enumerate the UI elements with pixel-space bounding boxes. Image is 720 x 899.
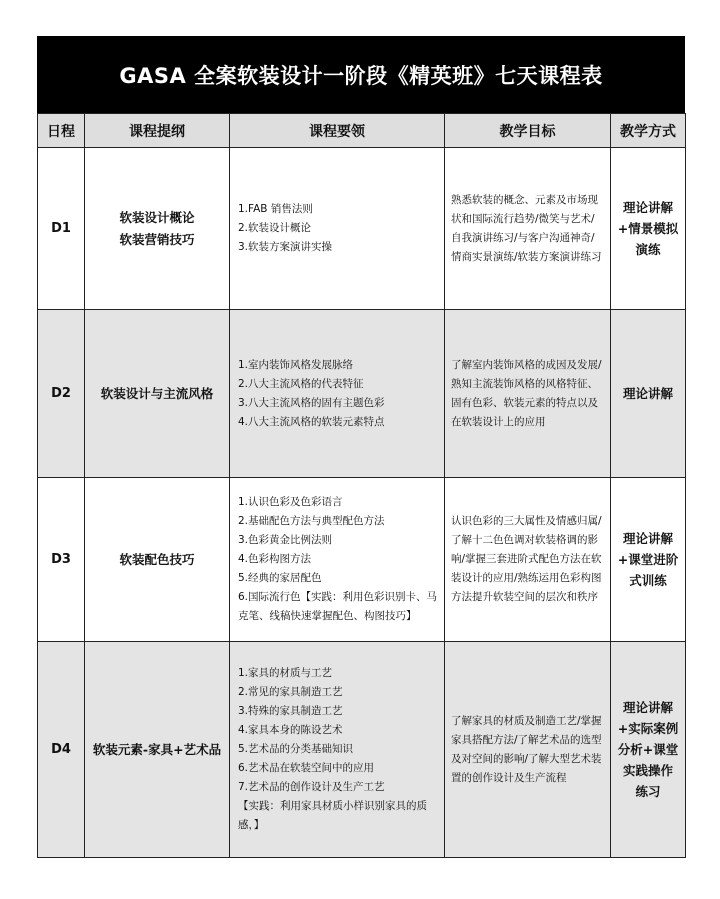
points-cell <box>230 310 445 478</box>
page-title: GASA 全案软装设计一阶段《精英班》七天课程表 <box>37 36 685 113</box>
point-item: 2.软装设计概论 <box>238 222 312 234</box>
method-cell: 理论讲解+实际案例分析+课堂实践操作练习 <box>611 642 686 858</box>
goals-cell: 熟悉软装的概念、元素及市场现状和国际流行趋势/微笑与艺术/自我演讲练习/与客户沟通神奇/情商实景演练/软装方案演讲练习 <box>445 148 611 310</box>
point-item: 1.FAB 销售法则 <box>238 203 313 215</box>
table-row <box>38 310 686 478</box>
point-item: 3.软装方案演讲实操 <box>238 241 333 253</box>
points-cell <box>230 478 445 642</box>
outline-line: 软装设计概论 <box>119 209 195 225</box>
outline-cell <box>85 148 230 310</box>
point-item: 4.八大主流风格的软装元素特点 <box>238 415 385 428</box>
point-item: 2.基础配色方法与典型配色方法 <box>238 515 385 527</box>
header-goals: 教学目标 <box>445 114 611 148</box>
point-item: 4.家具本身的陈设艺术 <box>238 724 343 736</box>
outline-line: 软装营销技巧 <box>119 231 195 247</box>
point-item: 6.国际流行色【实践：利用色彩识别卡、马克笔、线稿快速掌握配色、构图技巧】 <box>238 591 438 622</box>
outline-cell <box>85 478 230 642</box>
points-cell <box>230 642 445 858</box>
outline-cell <box>85 310 230 478</box>
table-row <box>38 148 686 310</box>
day-cell: D2 <box>38 310 85 478</box>
point-item: 7.艺术品的创作设计及生产工艺 <box>238 781 385 793</box>
point-item: 4.色彩构图方法 <box>238 553 312 565</box>
point-item: 【实践：利用家具材质小样识别家具的质感，】 <box>238 800 427 831</box>
point-item: 3.特殊的家具制造工艺 <box>238 705 343 717</box>
point-item: 1.家具的材质与工艺 <box>238 667 333 679</box>
day-cell: D1 <box>38 148 85 310</box>
point-item: 2.常见的家具制造工艺 <box>238 686 343 698</box>
point-item: 2.八大主流风格的代表特征 <box>238 377 364 390</box>
point-item: 3.色彩黄金比例法则 <box>238 534 333 546</box>
outline-line: 软装设计与主流风格 <box>100 385 214 401</box>
goals-cell: 了解家具的材质及制造工艺/掌握家具搭配方法/了解艺术品的选型及对空间的影响/了解大型艺术装置的创作设计及生产流程 <box>445 642 611 858</box>
header-points: 课程要领 <box>230 114 445 148</box>
point-item: 1.室内装饰风格发展脉络 <box>238 358 354 371</box>
table-header-row <box>38 114 686 148</box>
goals-cell: 了解室内装饰风格的成因及发展/熟知主流装饰风格的风格特征、固有色彩、软装元素的特点以及在软装设计上的应用 <box>445 310 611 478</box>
day-cell: D3 <box>38 478 85 642</box>
header-method: 教学方式 <box>611 114 686 148</box>
schedule-sheet <box>37 36 685 858</box>
point-item: 5.经典的家居配色 <box>238 572 322 584</box>
goals-cell: 认识色彩的三大属性及情感归属/了解十二色色调对软装格调的影响/掌握三套进阶式配色方法在软装设计的应用/熟练运用色彩构图方法提升软装空间的层次和秩序 <box>445 478 611 642</box>
point-item: 5.艺术品的分类基础知识 <box>238 743 354 755</box>
day-cell: D4 <box>38 642 85 858</box>
point-item: 1.认识色彩及色彩语言 <box>238 496 343 508</box>
method-cell: 理论讲解 <box>611 310 686 478</box>
header-outline: 课程提纲 <box>85 114 230 148</box>
point-item: 6.艺术品在软装空间中的应用 <box>238 762 375 774</box>
method-cell: 理论讲解+情景模拟演练 <box>611 148 686 310</box>
header-day: 日程 <box>38 114 85 148</box>
point-item: 3.八大主流风格的固有主题色彩 <box>238 396 385 409</box>
outline-cell <box>85 642 230 858</box>
outline-line: 软装元素-家具+艺术品 <box>92 741 222 757</box>
outline-line: 软装配色技巧 <box>119 551 195 567</box>
method-cell: 理论讲解+课堂进阶式训练 <box>611 478 686 642</box>
points-cell <box>230 148 445 310</box>
table-row <box>38 478 686 642</box>
table-row <box>38 642 686 858</box>
schedule-table <box>37 113 686 858</box>
